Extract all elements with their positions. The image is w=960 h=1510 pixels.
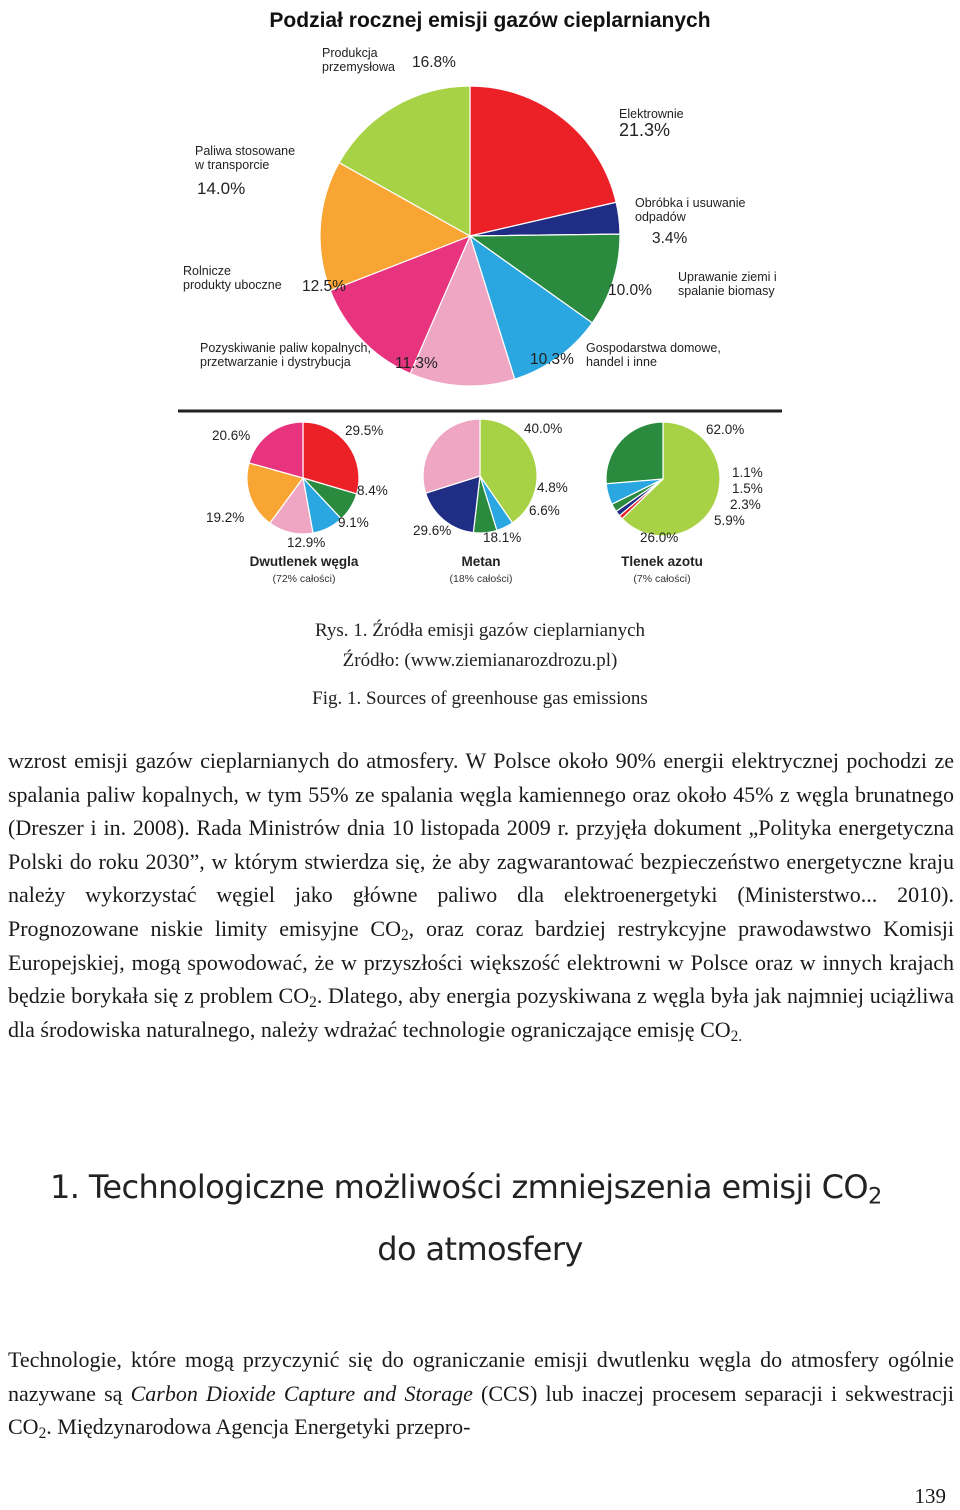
nitrous-oxide-chart-subtitle: (7% całości) <box>633 573 691 585</box>
label-uprawanie-ziemi-i-spalanie-biomasy-line: spalanie biomasy <box>678 284 775 298</box>
dwutlenek-wegla-value-label: 19.2% <box>206 510 245 525</box>
label-gospodarstwa-domowe-handel-i-inne-line: Gospodarstwa domowe, <box>586 341 721 355</box>
dwutlenek-wegla-value-label: 29.5% <box>345 423 384 438</box>
label-obrobka-i-usuwanie-odpadow-line: odpadów <box>635 210 686 224</box>
label-paliwa-stosowane-w-transporcie-line: w transporcie <box>195 158 270 172</box>
label-rolnicze-produkty-uboczne-line: Rolnicze <box>183 264 231 278</box>
metan-value-label: 18.1% <box>483 530 522 545</box>
tlenek-azotu-value-label: 62.0% <box>706 422 745 437</box>
label-rolnicze-produkty-uboczne-value: 12.5% <box>302 278 346 295</box>
co2-chart-title: Dwutlenek węgla <box>249 554 359 569</box>
body-paragraph-2: Technologie, które mogą przyczynić się do ograniczanie emisji dwutlenku węgla do atmosfery ogólnie nazywane są Carbon Dioxide Capture and Storage (CCS) lub inaczej procesem separacji i sekwestracji $CO_2$. Międzynarodowa Agencja Energetyki przepro- <box>8 1347 954 1443</box>
label-pozyskiwanie-paliw-kopalnych-przetwarzanie-i-dystrybucja-line: przetwarzanie i dystrybucja <box>200 355 351 369</box>
label-produkcja-przemyslowa-line: Produkcja <box>322 46 378 60</box>
label-obrobka-i-usuwanie-odpadow-value: 3.4% <box>652 230 688 247</box>
tlenek-azotu-value-label: 26.0% <box>640 530 679 545</box>
tlenek-azotu-value-label: 2.3% <box>730 497 761 512</box>
label-elektrownie-line: Elektrownie <box>619 107 684 121</box>
label-gospodarstwa-domowe-handel-i-inne-line: handel i inne <box>586 355 657 369</box>
tlenek-azotu-value-label: 1.5% <box>732 481 763 496</box>
dwutlenek-wegla-value-label: 8.4% <box>357 483 388 498</box>
label-gospodarstwa-domowe-handel-i-inne-value: 10.3% <box>530 351 574 368</box>
tlenek-azotu-value-label: 1.1% <box>732 465 763 480</box>
figure-caption-pl: Rys. 1. Źródła emisji gazów cieplarnianych <box>314 620 646 641</box>
label-paliwa-stosowane-w-transporcie-line: Paliwa stosowane <box>195 144 296 158</box>
label-uprawanie-ziemi-i-spalanie-biomasy-line: Uprawanie ziemi i <box>678 270 777 284</box>
metan-value-label: 29.6% <box>413 523 452 538</box>
label-uprawanie-ziemi-i-spalanie-biomasy-value: 10.0% <box>608 282 652 299</box>
metan-value-label: 6.6% <box>529 503 560 518</box>
methane-pie-chart <box>423 419 537 533</box>
emissions-figure <box>0 0 960 600</box>
label-pozyskiwanie-paliw-kopalnych-przetwarzanie-i-dystrybucja-line: Pozyskiwanie paliw kopalnych, <box>200 341 371 355</box>
dwutlenek-wegla-value-label: 20.6% <box>212 428 251 443</box>
tlenek-azotu-value-label: 5.9% <box>714 513 745 528</box>
chart-title: Podział rocznej emisji gazów cieplarnianych <box>269 9 711 32</box>
nitrous-oxide-pie-chart <box>606 422 720 536</box>
co2-chart-subtitle: (72% całości) <box>272 573 336 585</box>
label-produkcja-przemyslowa-line: przemysłowa <box>322 60 395 74</box>
body-paragraph-1: wzrost emisji gazów cieplarnianych do atmosfery. W Polsce około 90% energii elektrycznej pochodzi ze spalania paliw kopalnych, w tym 55% ze spalania węgla kamiennego oraz około 45% z węgla brunatnego (Dreszer i in. 2008). Rada Ministrów dnia 10 listopada 2009 r. przyjęła dokument „Polityka energetyczna Polski do roku 2030”, w którym stwierdza się, że aby zagwarantować bezpieczeństwo energetyczne kraju należy wykorzystać węgiel jako główne paliwo dla elektroenergetyki (Ministerstwo... 2010). Prognozowane niskie limity emisyjne $CO_2$, oraz coraz bardziej restrykcyjne prawodawstwo Komisji Europejskiej, mogą spowodować, że w przyszłości większość elektrowni w Polsce oraz w innych krajach będzie borykała się z problem $CO_2$. Dlatego, aby energia pozyskiwana z węgla była jak najmniej uciążliwa dla środowiska naturalnego, należy wdrażać technologie ograniczające emisję $CO_{2.}$ <box>8 748 954 1045</box>
metan-value-label: 40.0% <box>524 421 563 436</box>
label-elektrownie-value: 21.3% <box>619 120 671 140</box>
figure-caption-en: Fig. 1. Sources of greenhouse gas emissions <box>312 688 648 709</box>
nitrous-oxide-chart-title: Tlenek azotu <box>621 554 703 569</box>
label-produkcja-przemyslowa-value: 16.8% <box>412 54 456 71</box>
dwutlenek-wegla-value-label: 12.9% <box>287 535 326 550</box>
methane-chart-subtitle: (18% całości) <box>449 573 513 585</box>
methane-chart-title: Metan <box>461 554 501 569</box>
label-pozyskiwanie-paliw-kopalnych-przetwarzanie-i-dystrybucja-value: 11.3% <box>395 355 438 372</box>
dwutlenek-wegla-value-label: 9.1% <box>338 515 369 530</box>
page-number: 139 <box>914 1484 946 1508</box>
label-rolnicze-produkty-uboczne-line: produkty uboczne <box>183 278 282 292</box>
metan-value-label: 4.8% <box>537 480 568 495</box>
label-paliwa-stosowane-w-transporcie-value: 14.0% <box>197 179 246 198</box>
label-obrobka-i-usuwanie-odpadow-line: Obróbka i usuwanie <box>635 196 746 210</box>
n2o-slice-26-0 <box>606 422 663 484</box>
figure-source: Źródło: (www.ziemianarozdrozu.pl) <box>342 650 618 671</box>
